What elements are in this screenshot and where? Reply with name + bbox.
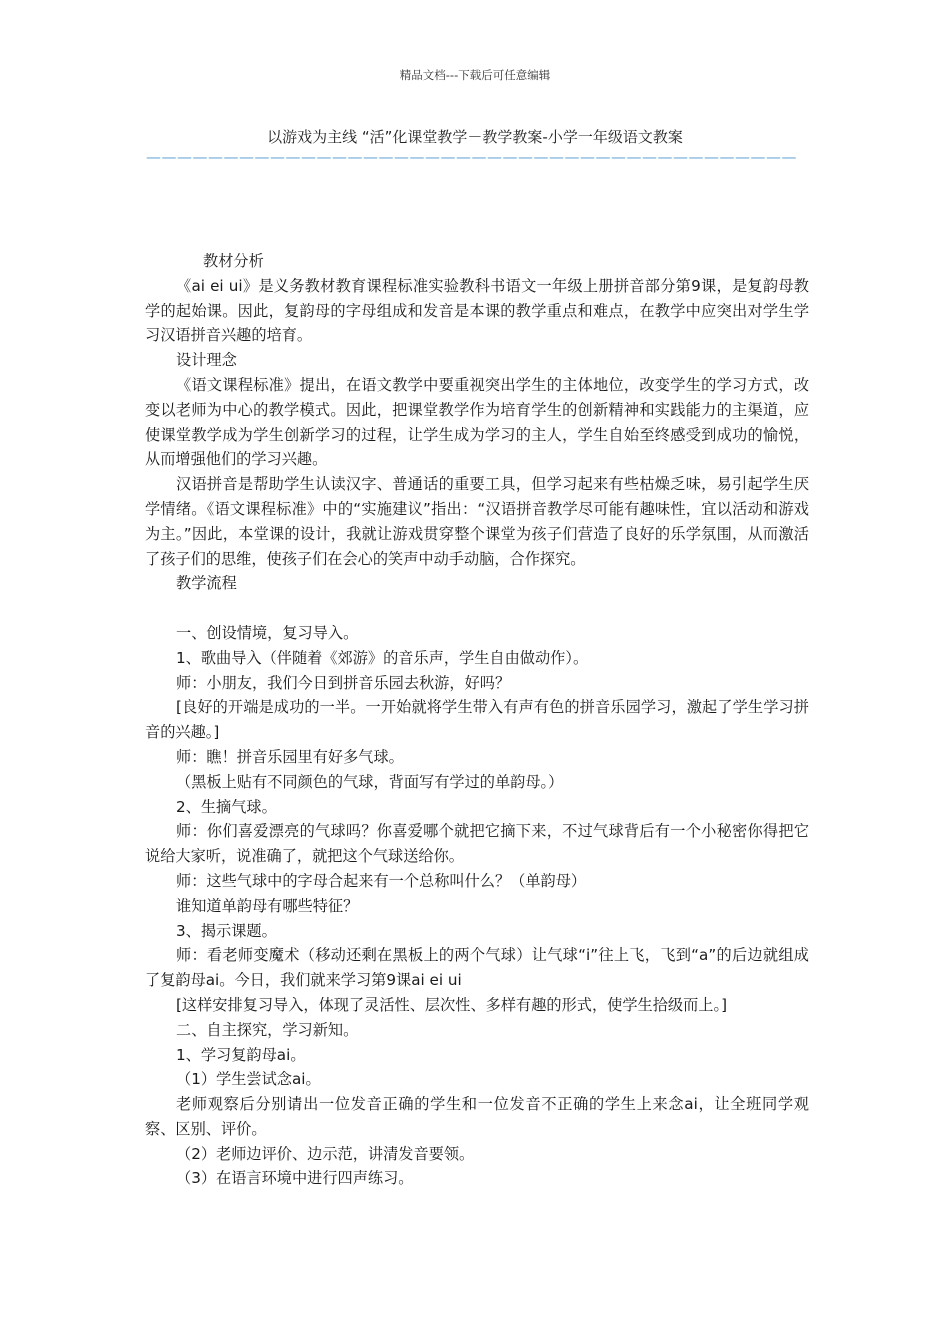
section-heading-analysis: 教材分析 bbox=[203, 252, 264, 270]
list-item: 师：瞧！拼音乐园里有好多气球。 bbox=[176, 747, 404, 766]
section-heading-process: 教学流程 bbox=[176, 574, 237, 593]
list-item: 谁知道单韵母有哪些特征？ bbox=[176, 896, 359, 915]
list-item: 二、自主探究，学习新知。 bbox=[176, 1020, 359, 1039]
list-item: 师：这些气球中的字母合起来有一个总称叫什么？（单韵母） bbox=[176, 871, 587, 890]
list-item: 老师观察后分别请出一位发音正确的学生和一位发音不正确的学生上来念ai，让全班同学观察、区别、评价。 bbox=[145, 1095, 809, 1138]
list-item: （黑板上贴有不同颜色的气球，背面写有学过的单韵母。） bbox=[176, 772, 564, 791]
list-item: 师：小朋友，我们今日到拼音乐园去秋游，好吗？ bbox=[176, 673, 511, 692]
list-item: （1）学生尝试念ai。 bbox=[176, 1070, 321, 1089]
paragraph: 《ai ei ui》是义务教材教育课程标准实验教科书语文一年级上册拼音部分第9课，是复韵母教学的起始课。因此，复韵母的字母组成和发音是本课的教学重点和难点，在教学中应突出对学生学习汉语拼音兴趣的培育。 bbox=[145, 276, 809, 345]
paragraph: 汉语拼音是帮助学生认读汉字、普通话的重要工具，但学习起来有些枯燥乏味，易引起学生厌学情绪。《语文课程标准》中的“实施建议”指出：“汉语拼音教学尽可能有趣味性，宜以活动和游戏为主。”因此，本堂课的设计，我就让游戏贯穿整个课堂为孩子们营造了良好的乐学氛围，从而激活了孩子们的思维，使孩子们在会心的笑声中动手动脑，合作探究。 bbox=[145, 475, 809, 568]
list-item: 一、创设情境，复习导入。 bbox=[176, 623, 359, 642]
title-divider: —————————————————————————————————————————— bbox=[146, 148, 797, 166]
list-item: 1、学习复韵母ai。 bbox=[176, 1045, 306, 1064]
list-item: [这样安排复习导入，体现了灵活性、层次性、多样有趣的形式，使学生拾级而上。] bbox=[176, 995, 728, 1014]
list-item: （2）老师边评价、边示范，讲清发音要领。 bbox=[176, 1144, 475, 1163]
paragraph: 《语文课程标准》提出，在语文教学中要重视突出学生的主体地位，改变学生的学习方式，改变以老师为中心的教学模式。因此，把课堂教学作为培育学生的创新精神和实践能力的主渠道，应使课堂教学成为学生创新学习的过程，让学生成为学习的主人，学生自始至终感受到成功的愉悦，从而增强他们的学习兴趣。 bbox=[145, 375, 809, 469]
list-item: 师：看老师变魔术（移动还剩在黑板上的两个气球）让气球“i”往上飞，飞到“a”的后边就组成了复韵母ai。今日，我们就来学习第9课ai ei ui bbox=[145, 946, 809, 990]
list-item: 1、歌曲导入（伴随着《郊游》的音乐声，学生自由做动作）。 bbox=[176, 648, 589, 667]
header-note: 精品文档---下载后可任意编辑 bbox=[399, 68, 551, 82]
section-heading-concept: 设计理念 bbox=[176, 351, 237, 370]
list-item: [良好的开端是成功的一半。一开始就将学生带入有声有色的拼音乐园学习，激起了学生学习拼音的兴趣。] bbox=[145, 698, 809, 742]
list-item: （3）在语言环境中进行四声练习。 bbox=[176, 1169, 414, 1188]
document-body bbox=[145, 249, 809, 1191]
list-item: 2、生摘气球。 bbox=[176, 797, 277, 816]
document-title: 以游戏为主线 “活”化课堂教学－教学教案-小学一年级语文教案 bbox=[267, 128, 683, 146]
list-item: 3、揭示课题。 bbox=[176, 921, 277, 940]
list-item: 师：你们喜爱漂亮的气球吗？你喜爱哪个就把它摘下来，不过气球背后有一个小秘密你得把它说给大家听，说准确了，就把这个气球送给你。 bbox=[145, 822, 809, 866]
blank-line bbox=[145, 596, 809, 621]
